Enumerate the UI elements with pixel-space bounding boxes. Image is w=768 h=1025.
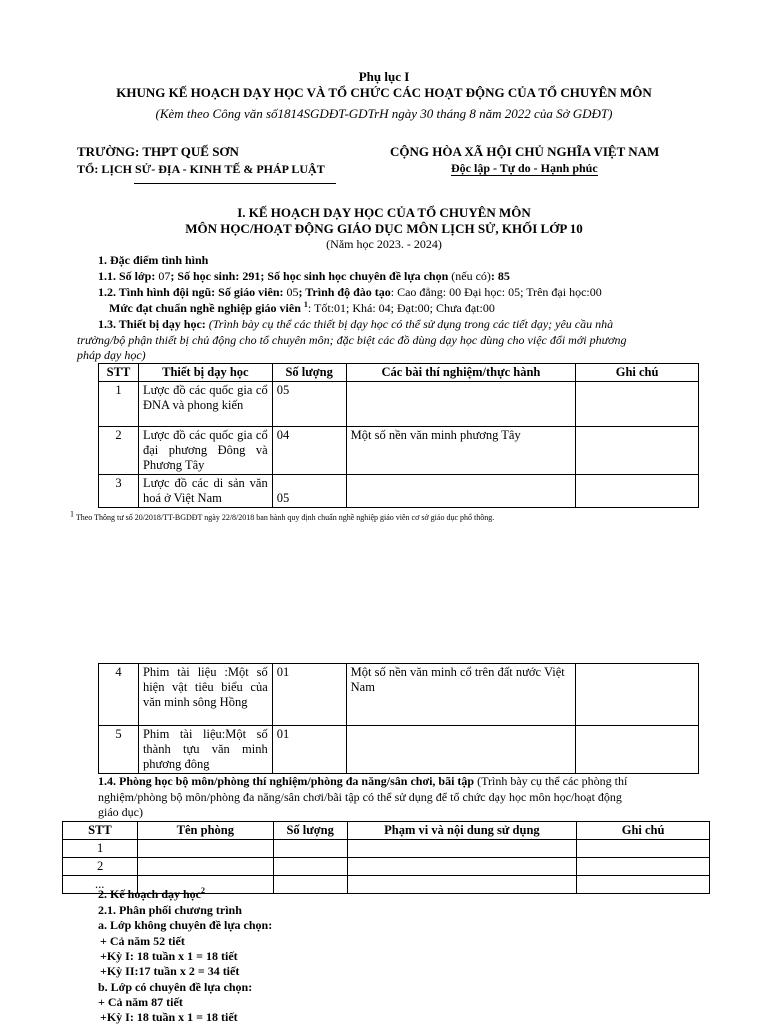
row-stt: 5 — [99, 726, 139, 774]
row-stt: 3 — [99, 475, 139, 508]
training-levels: : Cao đẳng: 00 Đại học: 05; Trên đại học:00 — [390, 285, 602, 299]
appendix-label: Phụ lục I — [358, 69, 410, 84]
elective-count: : 85 — [490, 269, 510, 283]
plan-heading — [98, 887, 205, 902]
row-lesson — [346, 726, 576, 774]
table-row — [99, 475, 699, 508]
motto-text: Độc lập - Tự do - Hạnh phúc — [451, 161, 598, 175]
col-note: Ghi chú — [577, 822, 710, 840]
equipment-note-2: trường/bộ phận thiết bị chủ động cho tổ chuyên môn; đặc biệt các đồ dùng dạy học dùng cho việc đổi mới phương — [77, 333, 627, 347]
table-row — [99, 726, 699, 774]
row-qty: 01 — [272, 664, 346, 726]
footnote-text: Theo Thông tư số 20/2018/TT-BGDĐT ngày 22/8/2018 ban hành quy định chuẩn nghề nghiệp giáo viên cơ sở giáo dục phổ thông. — [74, 513, 495, 522]
row-qty — [273, 876, 347, 894]
row-note — [577, 876, 710, 894]
plan-a: a. Lớp không chuyên đề lựa chọn: — [98, 918, 273, 932]
nation-name: CỘNG HÒA XÃ HỘI CHỦ NGHĨA VIỆT NAM — [390, 144, 660, 159]
rooms-table — [62, 821, 710, 894]
footnote-mark: 1 — [70, 509, 74, 519]
row-qty — [273, 858, 347, 876]
row-note — [577, 858, 710, 876]
row-lesson — [346, 475, 576, 508]
row-stt: ... — [63, 876, 138, 894]
school-name: TRƯỜNG: THPT QUẾ SƠN — [77, 144, 239, 159]
row-note — [576, 427, 699, 475]
row-qty: 05 — [272, 475, 346, 508]
plan-a1: + Cả năm 52 tiết — [100, 934, 185, 948]
row-note — [576, 726, 699, 774]
col-room-name: Tên phòng — [137, 822, 273, 840]
row-scope — [347, 876, 577, 894]
row-stt: 1 — [99, 382, 139, 427]
row-scope — [347, 858, 577, 876]
students-label: ; Số học sinh: 291; Số học sinh học chuyên đề lựa chọn — [170, 269, 452, 283]
row-lesson: Một số nền văn minh cổ trên đất nước Việt Nam — [346, 664, 576, 726]
rooms-note-3: giáo dục) — [98, 805, 143, 819]
rooms-table-header — [63, 822, 710, 840]
staff-label: 1.2. Tình hình đội ngũ: Số giáo viên: — [98, 285, 287, 299]
document-title: KHUNG KẾ HOẠCH DẠY HỌC VÀ TỔ CHỨC CÁC HOẠT ĐỘNG CỦA TỔ CHUYÊN MÔN — [116, 85, 652, 100]
row-stt: 1 — [63, 840, 138, 858]
school-year: (Năm học 2023. - 2024) — [326, 237, 442, 251]
rooms-heading: 1.4. Phòng học bộ môn/phòng thí nghiệm/phòng đa năng/sân chơi, bãi tập — [98, 774, 478, 788]
table-row — [99, 664, 699, 726]
standard-line — [109, 301, 495, 316]
rooms-line-1 — [98, 774, 627, 789]
section-subject: MÔN HỌC/HOẠT ĐỘNG GIÁO DỤC MÔN LỊCH SỬ, KHỐI LỚP 10 — [185, 221, 583, 236]
equipment-label: 1.3. Thiết bị dạy học: — [98, 317, 209, 331]
footnote-ref-2: 2 — [201, 886, 206, 895]
row-device: Lược đồ các quốc gia cổ ĐNA và phong kiến — [138, 382, 272, 427]
col-scope: Phạm vi và nội dung sử dụng — [347, 822, 577, 840]
table-row — [99, 382, 699, 427]
rooms-note-2: nghiệm/phòng bộ môn/phòng đa năng/sân chơi/bãi tập có thể sử dụng để tổ chức dạy học môn học/hoạt động — [98, 790, 622, 804]
equipment-table — [98, 363, 699, 508]
national-motto — [451, 161, 598, 176]
row-qty: 04 — [272, 427, 346, 475]
col-qty: Số lượng — [273, 822, 347, 840]
col-qty: Số lượng — [272, 364, 346, 382]
row-note — [576, 475, 699, 508]
row-device: Phim tài liệu :Một số hiện vật tiêu biểu của văn minh sông Hồng — [138, 664, 272, 726]
classes-count: 07 — [158, 269, 171, 283]
row-stt: 4 — [99, 664, 139, 726]
department-name: TỔ: LỊCH SỬ- ĐỊA - KINH TẾ & PHÁP LUẬT — [77, 162, 325, 176]
table-row — [63, 858, 710, 876]
equipment-table-continued — [98, 663, 699, 774]
plan-a3: +Kỳ II:17 tuần x 2 = 34 tiết — [100, 964, 240, 978]
row-qty: 01 — [272, 726, 346, 774]
classes-line — [98, 269, 510, 284]
optional-note: (nếu có) — [451, 269, 491, 283]
equipment-line-1 — [98, 317, 613, 332]
classes-label: 1.1. Số lớp: — [98, 269, 159, 283]
row-device: Phim tài liệu:Một số thành tựu văn minh phương đông — [138, 726, 272, 774]
document-subtitle: (Kèm theo Công văn số1814SGDĐT-GDTrH ngày 30 tháng 8 năm 2022 của Sở GDĐT) — [155, 106, 613, 121]
plan-b: b. Lớp có chuyên đề lựa chọn: — [98, 980, 253, 994]
col-note: Ghi chú — [576, 364, 699, 382]
equipment-note-1: (Trình bày cụ thể các thiết bị dạy học có thể sử dụng trong các tiết dạy; yêu cầu nhà — [208, 317, 614, 331]
staff-line — [98, 285, 602, 300]
standard-label: Mức đạt chuẩn nghề nghiệp giáo viên — [109, 301, 304, 315]
plan-heading-text: 2. Kế hoạch dạy học — [98, 887, 202, 901]
department-underline — [134, 183, 336, 184]
table-row — [99, 427, 699, 475]
row-stt: 2 — [63, 858, 138, 876]
row-scope — [347, 840, 577, 858]
equipment-note-3: pháp dạy học) — [77, 348, 146, 362]
row-device: Lược đồ các di sản văn hoá ở Việt Nam — [138, 475, 272, 508]
plan-sub: 2.1. Phân phối chương trình — [98, 903, 242, 917]
row-room-name — [137, 858, 273, 876]
row-qty: 05 — [272, 382, 346, 427]
row-note — [576, 664, 699, 726]
col-lesson: Các bài thí nghiệm/thực hành — [346, 364, 576, 382]
row-qty — [273, 840, 347, 858]
row-lesson: Một số nền văn minh phương Tây — [346, 427, 576, 475]
situation-heading: 1. Đặc điểm tình hình — [98, 253, 209, 267]
equipment-table-header — [99, 364, 699, 382]
section-heading: I. KẾ HOẠCH DẠY HỌC CỦA TỔ CHUYÊN MÔN — [237, 205, 531, 220]
standard-values: : Tốt:01; Khá: 04; Đạt:00; Chưa đạt:00 — [307, 301, 495, 315]
rooms-note-1: (Trình bày cụ thể các phòng thí — [477, 774, 628, 788]
col-device: Thiết bị dạy học — [138, 364, 272, 382]
row-room-name — [137, 840, 273, 858]
footnote — [70, 509, 495, 523]
footnote-ref-1: 1 — [303, 300, 308, 309]
table-row — [63, 840, 710, 858]
plan-b1: + Cả năm 87 tiết — [98, 995, 183, 1009]
row-stt: 2 — [99, 427, 139, 475]
row-device: Lược đồ các quốc gia cổ đại phương Đông và Phương Tây — [138, 427, 272, 475]
row-note — [576, 382, 699, 427]
training-level-label: ; Trình độ đào tạo — [298, 285, 391, 299]
row-note — [577, 840, 710, 858]
col-stt: STT — [63, 822, 138, 840]
plan-a2: +Kỳ I: 18 tuần x 1 = 18 tiết — [100, 949, 238, 963]
plan-b2: +Kỳ I: 18 tuần x 1 = 18 tiết — [100, 1010, 238, 1024]
row-lesson — [346, 382, 576, 427]
col-stt: STT — [99, 364, 139, 382]
teacher-count: 05 — [286, 285, 299, 299]
